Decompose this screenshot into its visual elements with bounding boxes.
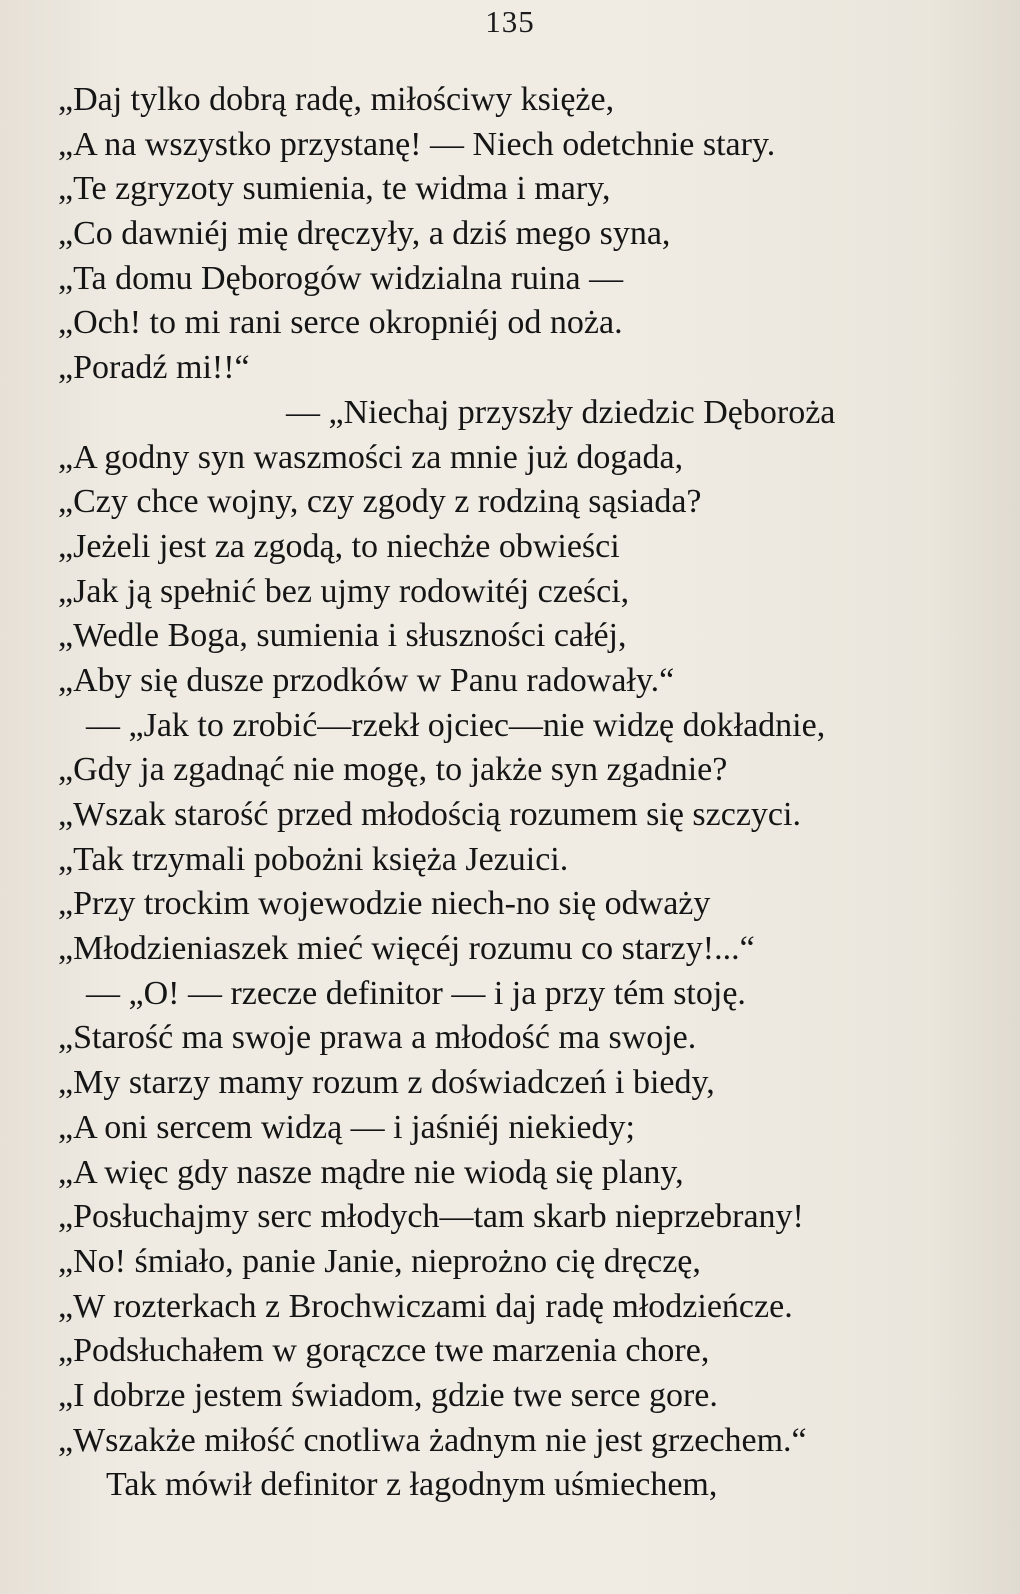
verse-line: „Jeżeli jest za zgodą, to niechże obwieści	[58, 527, 620, 565]
verse-line: Tak mówił definitor z łagodnym uśmiechem,	[106, 1466, 718, 1504]
verse-line: „Co dawniéj mię dręczyły, a dziś mego syna,	[58, 215, 671, 253]
verse-line: „Tak trzymali pobożni księża Jezuici.	[58, 840, 569, 878]
verse-line: „Czy chce wojny, czy zgody z rodziną sąsiada?	[58, 483, 702, 521]
verse-line: „W rozterkach z Brochwiczami daj radę młodzieńcze.	[58, 1287, 793, 1325]
verse-line: „Gdy ja zgadnąć nie mogę, to jakże syn zgadnie?	[58, 751, 728, 789]
verse-line: „Posłuchajmy serc młodych—tam skarb nieprzebrany!	[58, 1198, 804, 1236]
verse-line: „Te zgryzoty sumienia, te widma i mary,	[58, 170, 611, 208]
verse-line: — „O! — rzecze definitor — i ja przy tém stoję.	[86, 974, 746, 1012]
verse-line: „Ta domu Dęborogów widzialna ruina —	[58, 259, 624, 297]
verse-line: „A więc gdy nasze mądre nie wiodą się plany,	[58, 1153, 684, 1191]
verse-line: „A oni sercem widzą — i jaśniéj niekiedy;	[58, 1108, 635, 1146]
verse-line: „A na wszystko przystanę! — Niech odetchnie stary.	[58, 125, 776, 163]
verse-line: „Jak ją spełnić bez ujmy rodowitéj cześci,	[58, 572, 630, 610]
verse-line: „Daj tylko dobrą radę, miłościwy księże,	[58, 81, 615, 118]
verse-line: — „Jak to zrobić—rzekł ojciec—nie widzę dokładnie,	[86, 706, 826, 744]
verse-line: „Wedle Boga, sumienia i słuszności całéj,	[58, 617, 627, 655]
verse-line: „Przy trockim wojewodzie niech-no się odważy	[58, 885, 711, 923]
verse-line: „My starzy mamy rozum z doświadczeń i biedy,	[58, 1064, 715, 1102]
verse-line: „Wszakże miłość cnotliwa żadnym nie jest grzechem.“	[58, 1421, 807, 1459]
verse-line: „Wszak starość przed młodością rozumem się szczyci.	[58, 796, 801, 833]
verse-line: „Młodzieniaszek mieć więcéj rozumu co starzy!...“	[58, 930, 755, 968]
verse-line: „Starość ma swoje prawa a młodość ma swoje.	[58, 1019, 697, 1057]
verse-line: „Podsłuchałem w gorączce twe marzenia chore,	[58, 1332, 710, 1370]
verse-line: „No! śmiało, panie Janie, nieprożno cię dręczę,	[58, 1242, 701, 1280]
verse-line: — „Niechaj przyszły dziedzic Dęboroża	[286, 393, 836, 431]
verse-line: „Poradź mi!!“	[58, 349, 250, 387]
verse-line: „A godny syn waszmości za mnie już dogada,	[58, 438, 684, 476]
verse-line: „Och! to mi rani serce okropniéj od noża.	[58, 304, 623, 342]
verse-line: „Aby się dusze przodków w Panu radowały.“	[58, 661, 675, 699]
poem-text	[58, 78, 968, 1508]
verse-line: „I dobrze jestem świadom, gdzie twe serce gore.	[58, 1376, 718, 1414]
page-number: 135	[485, 4, 535, 39]
